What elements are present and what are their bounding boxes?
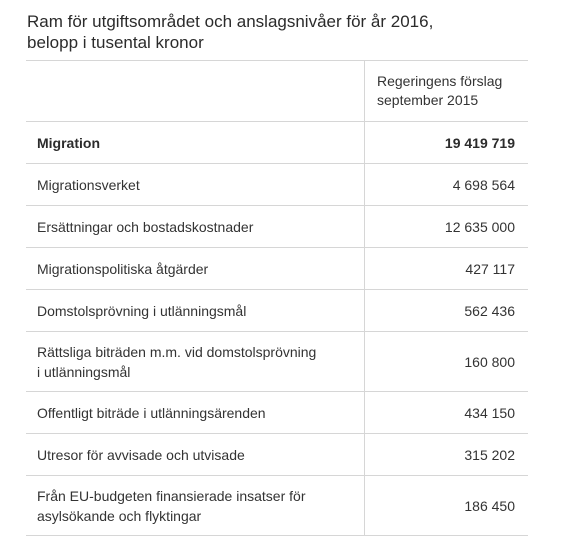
table-row (26, 290, 528, 332)
header-row (26, 61, 528, 122)
row-value: 186 450 (365, 476, 529, 536)
table-row-total (26, 122, 528, 164)
row-label: Migrationsverket (26, 164, 365, 206)
header-value-cell (365, 61, 529, 122)
row-value: 427 117 (365, 248, 529, 290)
row-label-line-1: Rättsliga biträden m.m. vid domstolsprövning (37, 343, 317, 360)
table-row (26, 164, 528, 206)
row-label: Offentligt biträde i utlänningsärenden (26, 392, 365, 434)
row-label: Domstolsprövning i utlänningsmål (26, 290, 365, 332)
row-label-line-1: Från EU-budgeten finansierade insatser för (37, 487, 306, 504)
row-value: 562 436 (365, 290, 529, 332)
header-label-cell (26, 61, 365, 122)
row-label-line-2: asylsökande och flyktingar (37, 507, 202, 524)
table-row (26, 476, 528, 536)
row-value: 4 698 564 (365, 164, 529, 206)
row-value: 160 800 (365, 332, 529, 392)
caption-line-1: Ram för utgiftsområdet och anslagsnivåer för år 2016, (27, 12, 434, 31)
table-row (26, 392, 528, 434)
row-label: Migrationspolitiska åtgärder (26, 248, 365, 290)
row-label (26, 476, 365, 536)
table-header (26, 61, 528, 122)
header-value-line-2: september 2015 (377, 92, 479, 108)
row-value: 12 635 000 (365, 206, 529, 248)
row-label: Migration (26, 122, 365, 164)
header-value-line-1: Regeringens förslag (377, 73, 503, 89)
table-body (26, 122, 528, 536)
row-label (26, 332, 365, 392)
row-label-line-2: i utlänningsmål (37, 363, 131, 380)
row-value: 315 202 (365, 434, 529, 476)
row-value: 19 419 719 (365, 122, 529, 164)
caption-line-2: belopp i tusental kronor (27, 33, 204, 52)
budget-table (26, 60, 528, 536)
row-value: 434 150 (365, 392, 529, 434)
table-row (26, 248, 528, 290)
row-label: Ersättningar och bostadskostnader (26, 206, 365, 248)
table-row (26, 332, 528, 392)
row-label: Utresor för avvisade och utvisade (26, 434, 365, 476)
table-row (26, 206, 528, 248)
table-caption (27, 11, 547, 53)
table-row (26, 434, 528, 476)
